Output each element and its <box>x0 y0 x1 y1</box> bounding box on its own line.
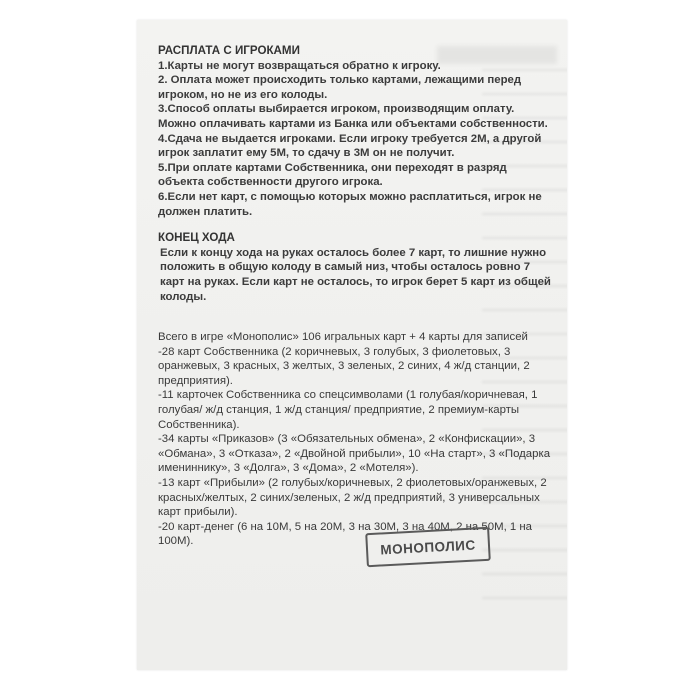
rules-content <box>158 44 553 549</box>
payment-rule-5: 5.При оплате картами Собственника, они переходят в разряд объекта собственности другого игрока. <box>158 161 507 189</box>
end-turn-heading: КОНЕЦ ХОДА <box>158 231 235 245</box>
payment-heading: РАСПЛАТА С ИГРОКАМИ <box>158 44 300 57</box>
contents-intro: Всего в игре «Монополис» 106 игральных карт + 4 карты для записей <box>158 331 528 344</box>
payment-rule-6: 6.Если нет карт, с помощью которых можно расплатиться, игрок не должен платить. <box>158 190 542 218</box>
contents-section <box>158 330 553 549</box>
contents-item: -13 карт «Прибыли» (2 голубых/коричневых, 2 фиолетовых/оранжевых, 2 красных/желтых, 2 синих/зеленых, 2 ж/д предприятий, 3 универсальных карт прибыли). <box>158 477 547 519</box>
payment-rule-2: 2. Оплата может происходить только картами, лежащими перед игроком, но не из его колоды. <box>158 74 522 101</box>
payment-rule-1: 1.Карты не могут возвращаться обратно к игроку. <box>158 59 441 72</box>
contents-item: -20 карт-денег (6 на 10М, 5 на 20М, 3 на 30М, 3 на 40М, 2 на 50М, 1 на 100М). <box>158 520 533 548</box>
end-turn-section <box>158 231 553 304</box>
payment-rule-4: 4.Сдача не выдается игроками. Если игроку требуется 2М, а другой игрок заплатит ему 5М, то сдачу в 3М он не получит. <box>158 132 542 160</box>
contents-item: -34 карты «Приказов» (3 «Обязательных обмена», 2 «Конфискации», 3 «Обмана», 3 «Отказа», 2 «Двойной прибыли», 10 «На старт», 3 «Подарка имениннику», 3 «Долга», 3 «Дома», 2 «Мотеля»). <box>158 433 551 475</box>
contents-item: -11 карточек Собственника со спецсимволами (1 голубая/коричневая, 1 голубая/ ж/д станция, 1 ж/д станция/ предприятие, 2 премиум-карты Собственника). <box>158 389 538 431</box>
payment-rule-3: 3.Способ оплаты выбирается игроком, производящим оплату. Можно оплачивать картами из Банка или объектами собственности. <box>158 103 548 130</box>
payment-section <box>158 44 553 219</box>
monopolis-stamp: МОНОПОЛИС <box>365 527 491 567</box>
end-turn-text: Если к концу хода на руках осталось более 7 карт, то лишние нужно положить в общую колоду в самый низ, чтобы осталось ровно 7 карт на руках. Если карт не осталось, то игрок берет 5 карт из общей колоды. <box>160 246 551 303</box>
rules-sheet <box>137 20 567 670</box>
contents-item: -28 карт Собственника (2 коричневых, 3 голубых, 3 фиолетовых, 3 оранжевых, 3 красных, 3 желтых, 3 зеленых, 2 синих, 4 ж/д станции, 2 предприятия). <box>158 345 530 387</box>
